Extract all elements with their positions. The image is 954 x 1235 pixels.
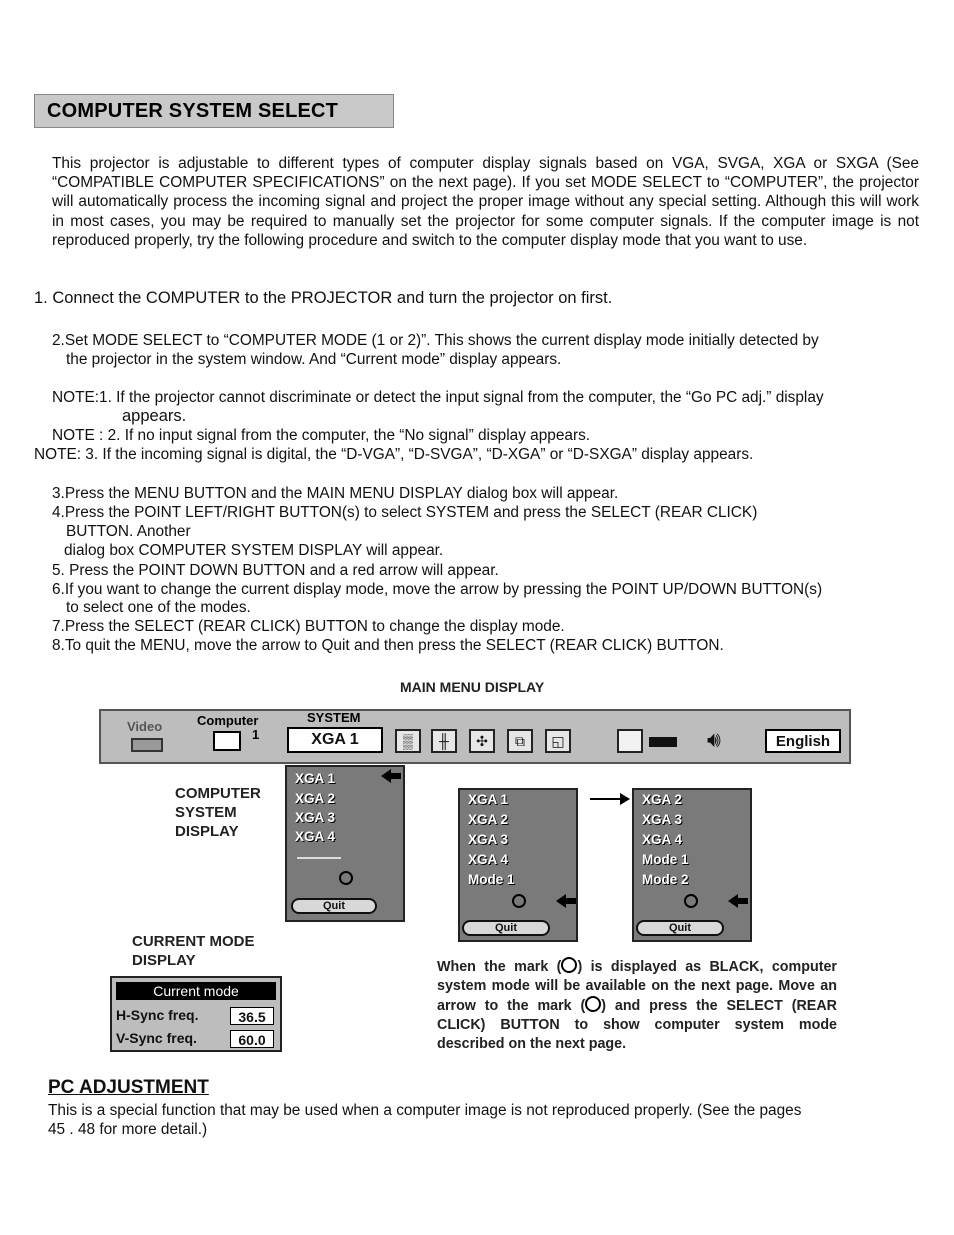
system-menu-panel-1 [285,765,405,922]
vsync-label: V-Sync freq. [116,1030,197,1046]
menu-item[interactable]: Mode 1 [642,852,689,867]
step-1: 1. Connect the COMPUTER to the PROJECTOR and turn the projector on first. [34,289,613,307]
step-4-cont2: dialog box COMPUTER SYSTEM DISPLAY will appear. [64,542,444,559]
menu-item[interactable]: XGA 3 [468,832,509,847]
system-menu-panel-2 [458,788,578,942]
image-adjust-icon[interactable]: ▒ [395,729,421,753]
pc-title-part-1: PC [48,1077,75,1098]
menu-item[interactable]: XGA 4 [295,829,336,844]
quit-button[interactable]: Quit [462,920,550,936]
refresh-mark-icon[interactable] [339,871,353,885]
menu-item[interactable]: XGA 1 [468,792,509,807]
sound-icon[interactable]: 🔊︎ [707,727,721,752]
menu-item[interactable]: XGA 4 [642,832,683,847]
red-arrow-icon [381,769,391,783]
step-2-cont: the projector in the system window. And “Current mode” display appears. [66,351,562,368]
step-4-cont: BUTTON. Another [66,523,191,540]
hsync-label: H-Sync freq. [116,1007,199,1023]
language-box[interactable]: English [765,729,841,753]
menu-item[interactable]: XGA 2 [642,792,683,807]
section-title-bar [34,94,394,128]
quit-button[interactable]: Quit [636,920,724,936]
refresh-mark-icon[interactable] [684,894,698,908]
lamp-icon[interactable] [649,737,677,747]
menu-item[interactable]: XGA 4 [468,852,509,867]
section-title: COMPUTER SYSTEM SELECT [47,100,339,122]
cm-label-1: CURRENT MODE [132,933,255,950]
system-menu-panel-3 [632,788,752,942]
mark-note-part-2: ) is displayed as BLACK, computer system mode will be available on the next page. Move an arrow to the mark ( [437,959,837,1014]
menu-item[interactable]: XGA 2 [295,791,336,806]
pc-adjustment-text-cont: 45 . 48 for more detail.) [48,1121,208,1138]
pc-adjustment-title [48,1077,209,1099]
css-label-1: COMPUTER [175,785,261,802]
menu-video-label: Video [127,719,163,734]
refresh-mark-icon[interactable] [512,894,526,908]
step-3: 3.Press the MENU BUTTON and the MAIN MENU DISPLAY dialog box will appear. [52,485,619,502]
hsync-value: 36.5 [230,1007,274,1025]
step-8: 8.To quit the MENU, move the arrow to Quit and then press the SELECT (REAR CLICK) BUTTON. [52,637,724,654]
cm-label-2: DISPLAY [132,952,196,969]
step-7: 7.Press the SELECT (REAR CLICK) BUTTON to change the display mode. [52,618,565,635]
red-arrow-icon [556,894,566,908]
note-1-cont: appears. [122,407,187,425]
menu-system-label: SYSTEM [307,710,361,725]
transition-arrow-icon [620,793,630,805]
vsync-value: 60.0 [230,1030,274,1048]
note-1: NOTE:1. If the projector cannot discriminate or detect the input signal from the computer, the “Go PC adj.” display [52,389,824,406]
quit-button[interactable]: Quit [291,898,377,914]
divider [297,857,341,859]
screen-icon[interactable]: ⧉ [507,729,533,753]
mark-note-part-3: ) and press the SELECT (REAR CLICK) BUTTON to show computer system mode described on the next page. [437,998,837,1052]
menu-item[interactable]: Mode 1 [468,872,515,887]
current-mode-title: Current mode [116,982,276,1000]
system-value-box[interactable]: XGA 1 [287,727,383,753]
page-icon[interactable] [617,729,643,753]
mark-note-part-1: When the mark ( [437,959,562,975]
step-4: 4.Press the POINT LEFT/RIGHT BUTTON(s) to select SYSTEM and press the SELECT (REAR CLICK) [52,504,758,521]
mark-note [437,957,837,1054]
current-mode-display [110,976,282,1052]
setting-icon[interactable]: ◱ [545,729,571,753]
css-label-3: DISPLAY [175,823,239,840]
video-icon [131,738,163,752]
menu-item[interactable]: XGA 3 [295,810,336,825]
refresh-mark-icon [585,996,601,1012]
refresh-mark-icon [561,957,577,973]
menu-computer-label: Computer [197,713,259,728]
menu-item[interactable]: XGA 2 [468,812,509,827]
main-menu-bar [99,709,851,764]
red-arrow-icon [728,894,738,908]
step-6-cont: to select one of the modes. [66,599,251,616]
computer-number: 1 [252,727,260,742]
sliders-icon[interactable]: ╫ [431,729,457,753]
computer-icon [213,731,241,751]
step-6: 6.If you want to change the current display mode, move the arrow by pressing the POINT UP/DOWN BUTTON(s) [52,581,823,598]
intro-paragraph: This projector is adjustable to different types of computer display signals based on VGA, SVGA, XGA or SXGA (See “COMPATIBLE COMPUTER SPECIFICATIONS” on the next page). If you set MODE SELECT to “COMPUTER”, the projector will automatically process the incoming signal and project the proper image without any special setting. Although this will work in most cases, you may be required to manually set the projector for some computer signals. If the computer image is not reproduced properly, try the following procedure and switch to the computer display mode that you want to use. [52,155,919,249]
step-5: 5. Press the POINT DOWN BUTTON and a red arrow will appear. [52,562,499,579]
note-3: NOTE: 3. If the incoming signal is digital, the “D-VGA”, “D-SVGA”, “D-XGA” or “D-SXGA” display appears. [34,446,754,463]
position-icon[interactable]: ✣ [469,729,495,753]
menu-item[interactable]: XGA 1 [295,771,336,786]
transition-arrow-line [590,798,620,800]
css-label-2: SYSTEM [175,804,237,821]
diagram-caption: MAIN MENU DISPLAY [400,679,545,695]
pc-adjustment-text: This is a special function that may be used when a computer image is not reproduced properly. (See the pages [48,1102,802,1119]
menu-item[interactable]: XGA 3 [642,812,683,827]
menu-item[interactable]: Mode 2 [642,872,689,887]
note-2: NOTE : 2. If no input signal from the computer, the “No signal” display appears. [52,427,591,444]
step-2: 2.Set MODE SELECT to “COMPUTER MODE (1 or 2)”. This shows the current display mode initially detected by [52,332,819,349]
pc-title-part-2: ADJUSTMENT [78,1077,209,1098]
